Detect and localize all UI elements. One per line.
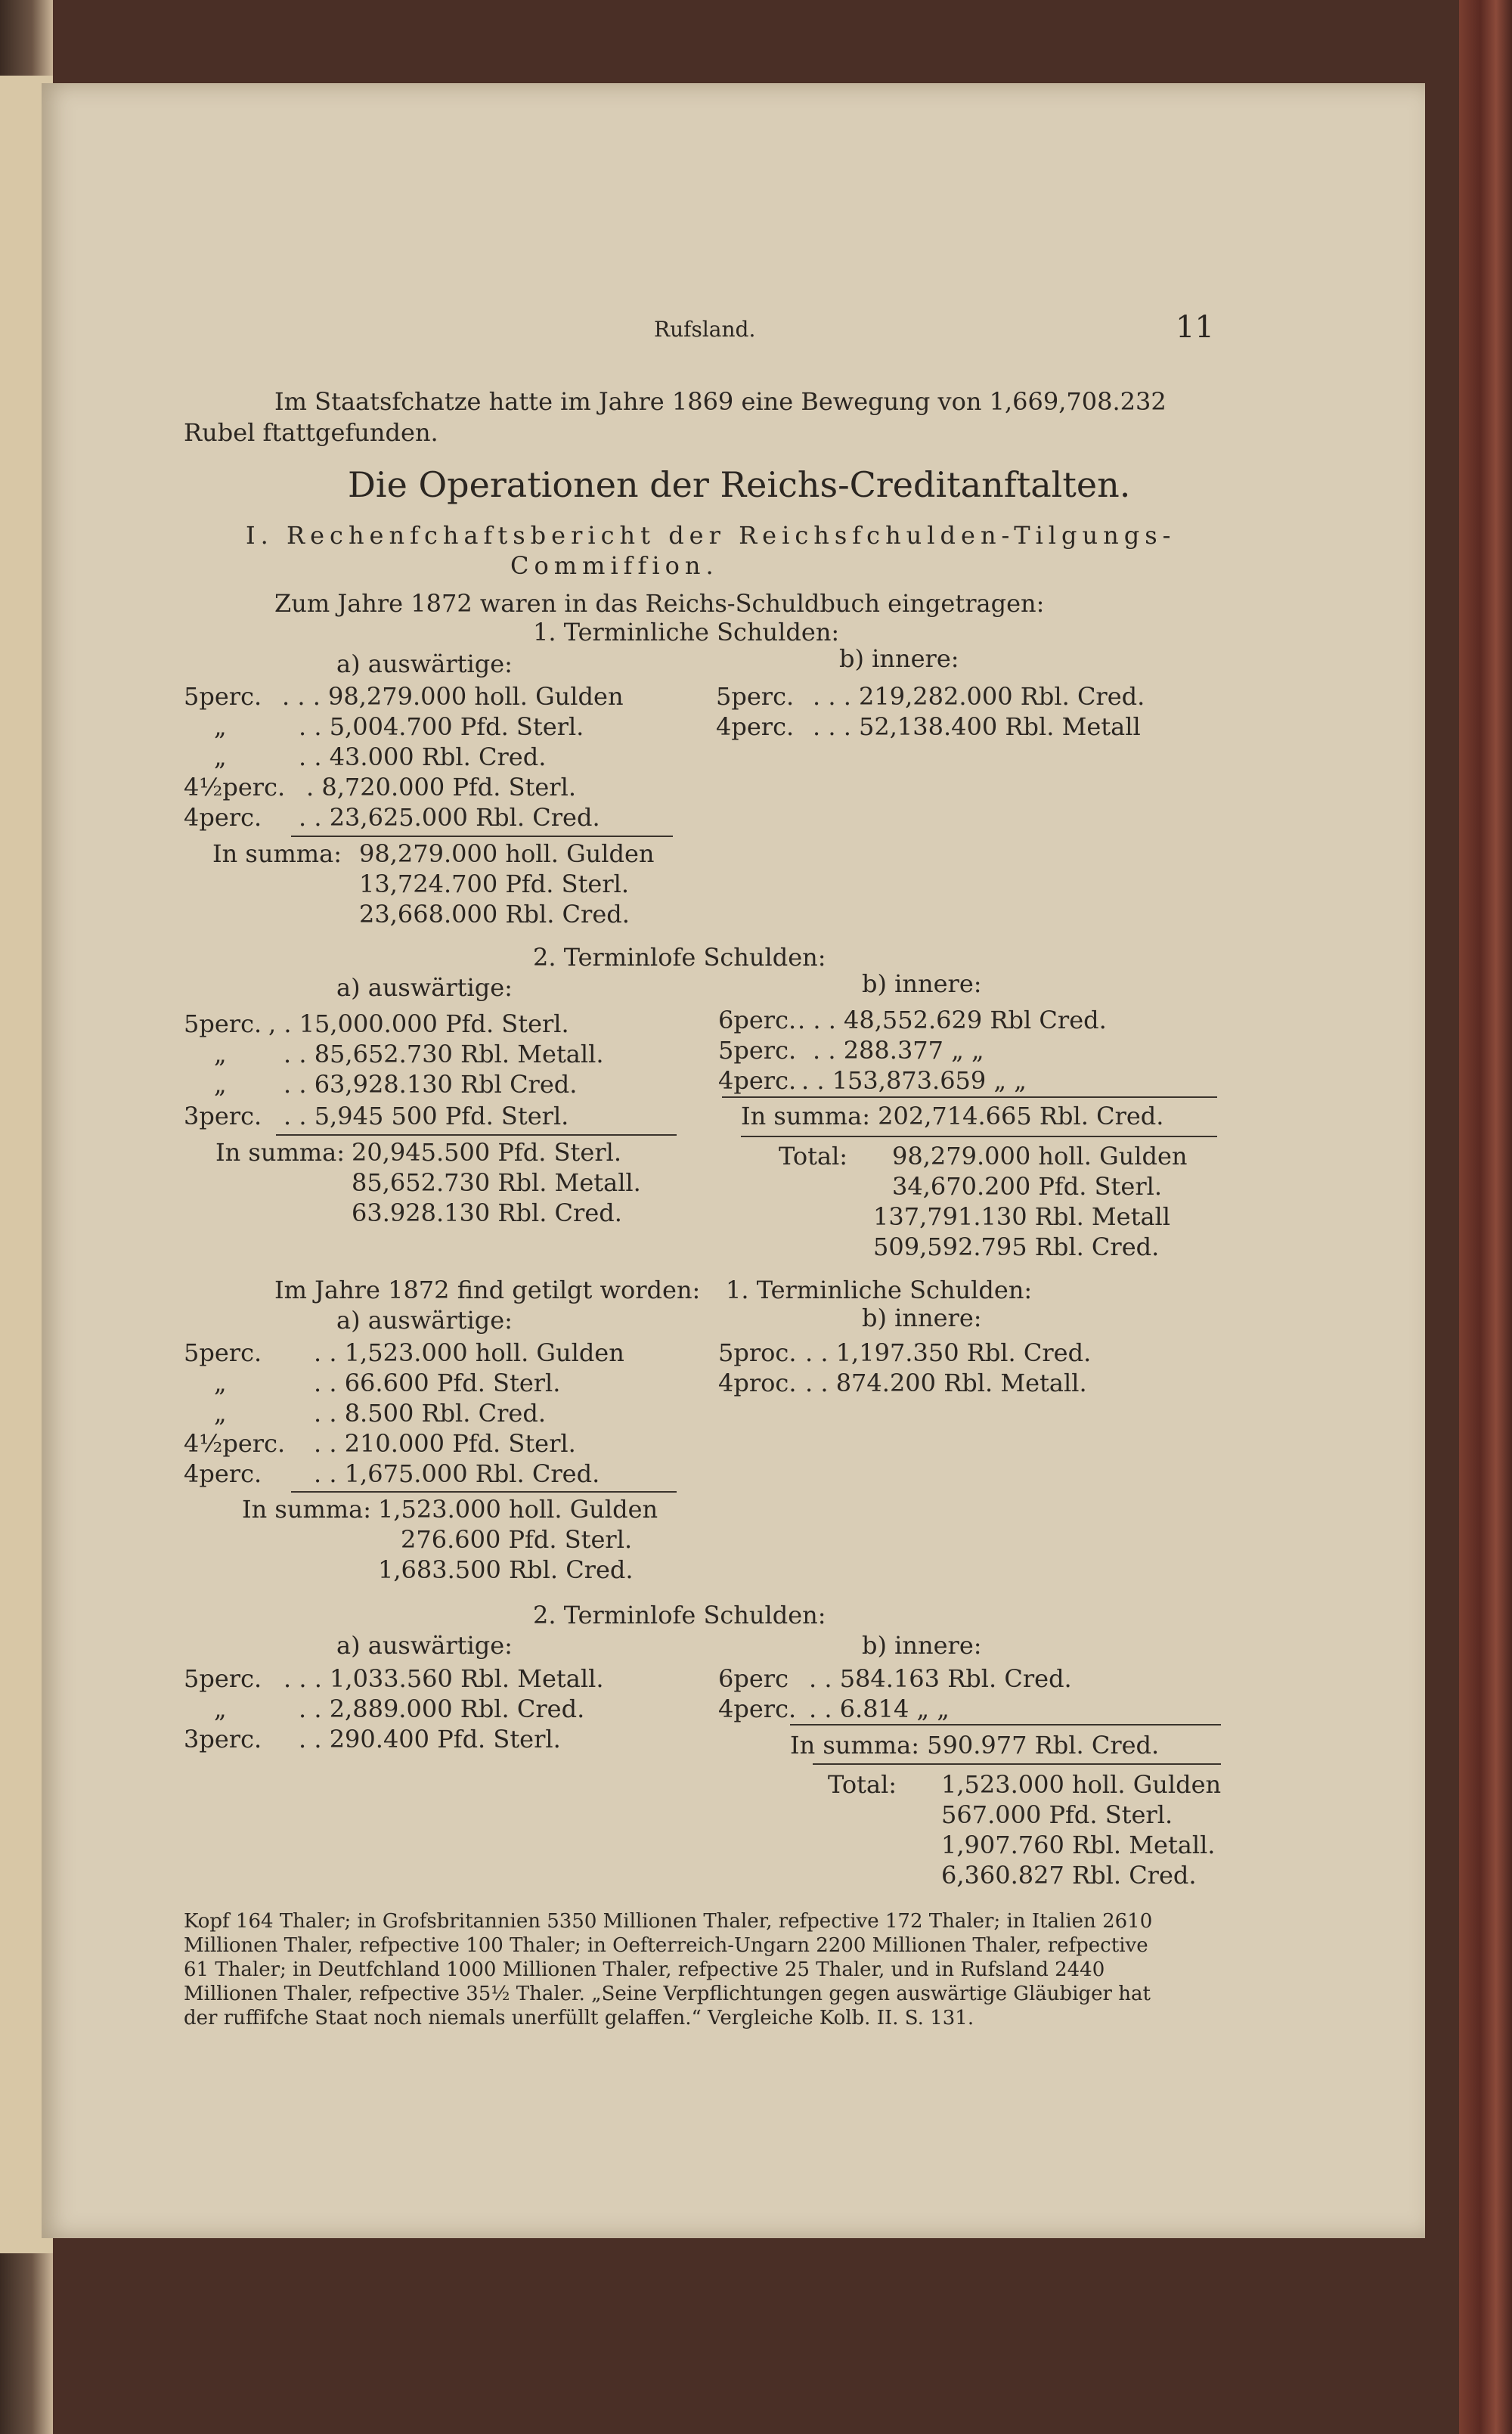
s1a-row-value: . 8,720.000 Pfd. Sterl. — [306, 773, 576, 802]
g2a-row-value: . . 2,889.000 Rbl. Cred. — [299, 1694, 585, 1723]
g2b-row-value: . . 6.814 „ „ — [809, 1694, 950, 1723]
g2-title: 2. Terminlofe Schulden: — [533, 1601, 826, 1629]
sum-rule — [722, 1096, 1217, 1098]
g1b-row-value: . . 1,197.350 Rbl. Cred. — [805, 1338, 1092, 1367]
subsection-title-line-1: I. Rechenfchaftsbericht der Reichsfchulden-Tilgungs- — [246, 521, 1176, 550]
total-value: 137,791.130 Rbl. Metall — [873, 1202, 1171, 1231]
total-value: 98,279.000 holl. Gulden — [892, 1142, 1188, 1170]
s2-a-label: a) auswärtige: — [336, 973, 513, 1002]
footnote-line: Millionen Thaler, refpective 100 Thaler; in Oefterreich-Ungarn 2200 Millionen Thaler, refpective — [184, 1934, 1148, 1957]
intro-line-2: Rubel ftattgefunden. — [184, 418, 438, 447]
g1a-row-label: „ — [214, 1369, 227, 1397]
s2a-row-value: . . 85,652.730 Rbl. Metall. — [284, 1040, 604, 1068]
s2b-row-label: 4perc. — [718, 1066, 797, 1095]
s2b-row-value: . . . 48,552.629 Rbl Cred. — [798, 1006, 1107, 1034]
intro-line-1: Im Staatsfchatze hatte im Jahre 1869 eine Bewegung von 1,669,708.232 — [274, 387, 1167, 416]
s2a-row-label: „ — [214, 1040, 227, 1068]
footnote-line: 61 Thaler; in Deutfchland 1000 Millionen Thaler, refpective 25 Thaler, und in Rufsland 2440 — [184, 1958, 1105, 1981]
s2a-sum-value: 85,652.730 Rbl. Metall. — [352, 1168, 641, 1197]
subsection-title-line-2: Commiffion. — [510, 551, 719, 580]
g2b-sum: In summa: 590.977 Rbl. Cred. — [790, 1731, 1160, 1760]
s2a-sum-label: In summa: — [215, 1138, 345, 1167]
s1a-row-label: „ — [214, 743, 227, 771]
total-label: Total: — [779, 1142, 848, 1170]
s1b-row-value: . . . 52,138.400 Rbl. Metall — [813, 712, 1141, 741]
g2-b-label: b) innere: — [862, 1631, 982, 1660]
s1a-row-label: „ — [214, 712, 227, 741]
s1a-row-label: 4½perc. — [184, 773, 286, 802]
book-page — [42, 83, 1425, 2238]
s2b-row-label: 5perc. — [718, 1036, 797, 1065]
s2a-row-label: 5perc. — [184, 1009, 262, 1038]
g2b-row-label: 6perc — [718, 1664, 789, 1693]
intro-registered: Zum Jahre 1872 waren in das Reichs-Schuldbuch eingetragen: — [274, 589, 1045, 618]
g2a-row-label: „ — [214, 1694, 227, 1723]
s1b-row-value: . . . 219,282.000 Rbl. Cred. — [813, 682, 1145, 711]
g1-title: 1. Terminliche Schulden: — [726, 1276, 1033, 1304]
g1a-row-value: . . 1,675.000 Rbl. Cred. — [314, 1459, 600, 1488]
s2-title: 2. Terminlofe Schulden: — [533, 943, 826, 972]
sum-rule — [790, 1724, 1221, 1726]
total-rule — [813, 1763, 1221, 1765]
s2b-row-value: . . 288.377 „ „ — [813, 1036, 984, 1065]
total-value: 34,670.200 Pfd. Sterl. — [892, 1172, 1163, 1201]
g2a-row-value: . . 290.400 Pfd. Sterl. — [299, 1725, 561, 1753]
s2a-row-label: „ — [214, 1070, 227, 1099]
g1b-row-label: 5proc. — [718, 1338, 797, 1367]
g2a-row-label: 3perc. — [184, 1725, 262, 1753]
running-head: Rufsland. — [654, 317, 756, 342]
g1a-row-value: . . 210.000 Pfd. Sterl. — [314, 1429, 576, 1458]
g1-sum-label: In summa: — [242, 1495, 371, 1524]
g2b-row-value: . . 584.163 Rbl. Cred. — [809, 1664, 1072, 1693]
s2b-sum: In summa: 202,714.665 Rbl. Cred. — [741, 1102, 1164, 1130]
s1-sum-label: In summa: — [212, 839, 342, 868]
s1b-row-label: 4perc. — [716, 712, 795, 741]
s1-title: 1. Terminliche Schulden: — [533, 618, 840, 646]
total-label: Total: — [828, 1770, 897, 1799]
s2b-row-value: . . 153,873.659 „ „ — [801, 1066, 1027, 1095]
total-rule — [741, 1136, 1217, 1137]
s1b-row-label: 5perc. — [716, 682, 795, 711]
g2-a-label: a) auswärtige: — [336, 1631, 513, 1660]
s2-b-label: b) innere: — [862, 969, 982, 998]
s2a-sum-value: 63.928.130 Rbl. Cred. — [352, 1198, 622, 1227]
s2a-row-value: . . 5,945 500 Pfd. Sterl. — [284, 1102, 569, 1130]
s1-sum-value: 13,724.700 Pfd. Sterl. — [359, 870, 630, 898]
book-binding — [1459, 0, 1512, 2434]
g1b-row-value: . . 874.200 Rbl. Metall. — [805, 1369, 1087, 1397]
g1a-row-value: . . 8.500 Rbl. Cred. — [314, 1399, 546, 1428]
s1-b-label: b) innere: — [839, 644, 959, 673]
total-value: 6,360.827 Rbl. Cred. — [941, 1861, 1197, 1890]
g1b-row-label: 4proc. — [718, 1369, 797, 1397]
s2a-sum-value: 20,945.500 Pfd. Sterl. — [352, 1138, 622, 1167]
g1-sum-value: 1,683.500 Rbl. Cred. — [378, 1555, 634, 1584]
s2b-row-label: 6perc. — [718, 1006, 797, 1034]
total-value: 509,592.795 Rbl. Cred. — [873, 1233, 1160, 1261]
s2a-row-value: . . 63,928.130 Rbl Cred. — [284, 1070, 578, 1099]
page-number: 11 — [1176, 310, 1214, 345]
s1-a-label: a) auswärtige: — [336, 650, 513, 678]
sum-rule — [291, 1491, 677, 1493]
footnote-line: der ruffifche Staat noch niemals unerfüllt gelaffen.“ Vergleiche Kolb. II. S. 131. — [184, 2007, 974, 2029]
footnote-line: Millionen Thaler, refpective 35½ Thaler. „Seine Verpflichtungen gegen auswärtige Gläubiger hat — [184, 1983, 1151, 2005]
s1a-row-label: 5perc. — [184, 682, 262, 711]
s1a-row-value: . . 5,004.700 Pfd. Sterl. — [299, 712, 584, 741]
s1a-row-value: . . . 98,279.000 holl. Gulden — [282, 682, 624, 711]
s1-sum-value: 98,279.000 holl. Gulden — [359, 839, 655, 868]
total-value: 1,907.760 Rbl. Metall. — [941, 1831, 1216, 1859]
g2a-row-label: 5perc. — [184, 1664, 262, 1693]
g1a-row-value: . . 1,523.000 holl. Gulden — [314, 1338, 624, 1367]
section-heading: Die Operationen der Reichs-Creditanftalten. — [348, 464, 1131, 505]
g2b-row-label: 4perc. — [718, 1694, 797, 1723]
s2a-row-label: 3perc. — [184, 1102, 262, 1130]
g1-b-label: b) innere: — [862, 1304, 982, 1332]
g1a-row-label: 4perc. — [184, 1459, 262, 1488]
g1-sum-value: 276.600 Pfd. Sterl. — [401, 1525, 633, 1554]
g2a-row-value: . . . 1,033.560 Rbl. Metall. — [284, 1664, 604, 1693]
g1a-row-label: „ — [214, 1399, 227, 1428]
g1-a-label: a) auswärtige: — [336, 1306, 513, 1335]
total-value: 1,523.000 holl. Gulden — [941, 1770, 1222, 1799]
g1-sum-value: 1,523.000 holl. Gulden — [378, 1495, 658, 1524]
s2a-row-value: , . 15,000.000 Pfd. Sterl. — [268, 1009, 569, 1038]
amortized-intro: Im Jahre 1872 find getilgt worden: — [274, 1276, 701, 1304]
g1a-row-label: 5perc. — [184, 1338, 262, 1367]
s1a-row-label: 4perc. — [184, 803, 262, 832]
s1a-row-value: . . 23,625.000 Rbl. Cred. — [299, 803, 600, 832]
sum-rule — [291, 836, 673, 837]
g1a-row-label: 4½perc. — [184, 1429, 286, 1458]
footnote-line: Kopf 164 Thaler; in Grofsbritannien 5350 Millionen Thaler, refpective 172 Thaler; in Italien 2610 — [184, 1910, 1153, 1933]
s1-sum-value: 23,668.000 Rbl. Cred. — [359, 900, 630, 929]
g1a-row-value: . . 66.600 Pfd. Sterl. — [314, 1369, 561, 1397]
total-value: 567.000 Pfd. Sterl. — [941, 1800, 1173, 1829]
sum-rule — [276, 1134, 677, 1136]
s1a-row-value: . . 43.000 Rbl. Cred. — [299, 743, 547, 771]
